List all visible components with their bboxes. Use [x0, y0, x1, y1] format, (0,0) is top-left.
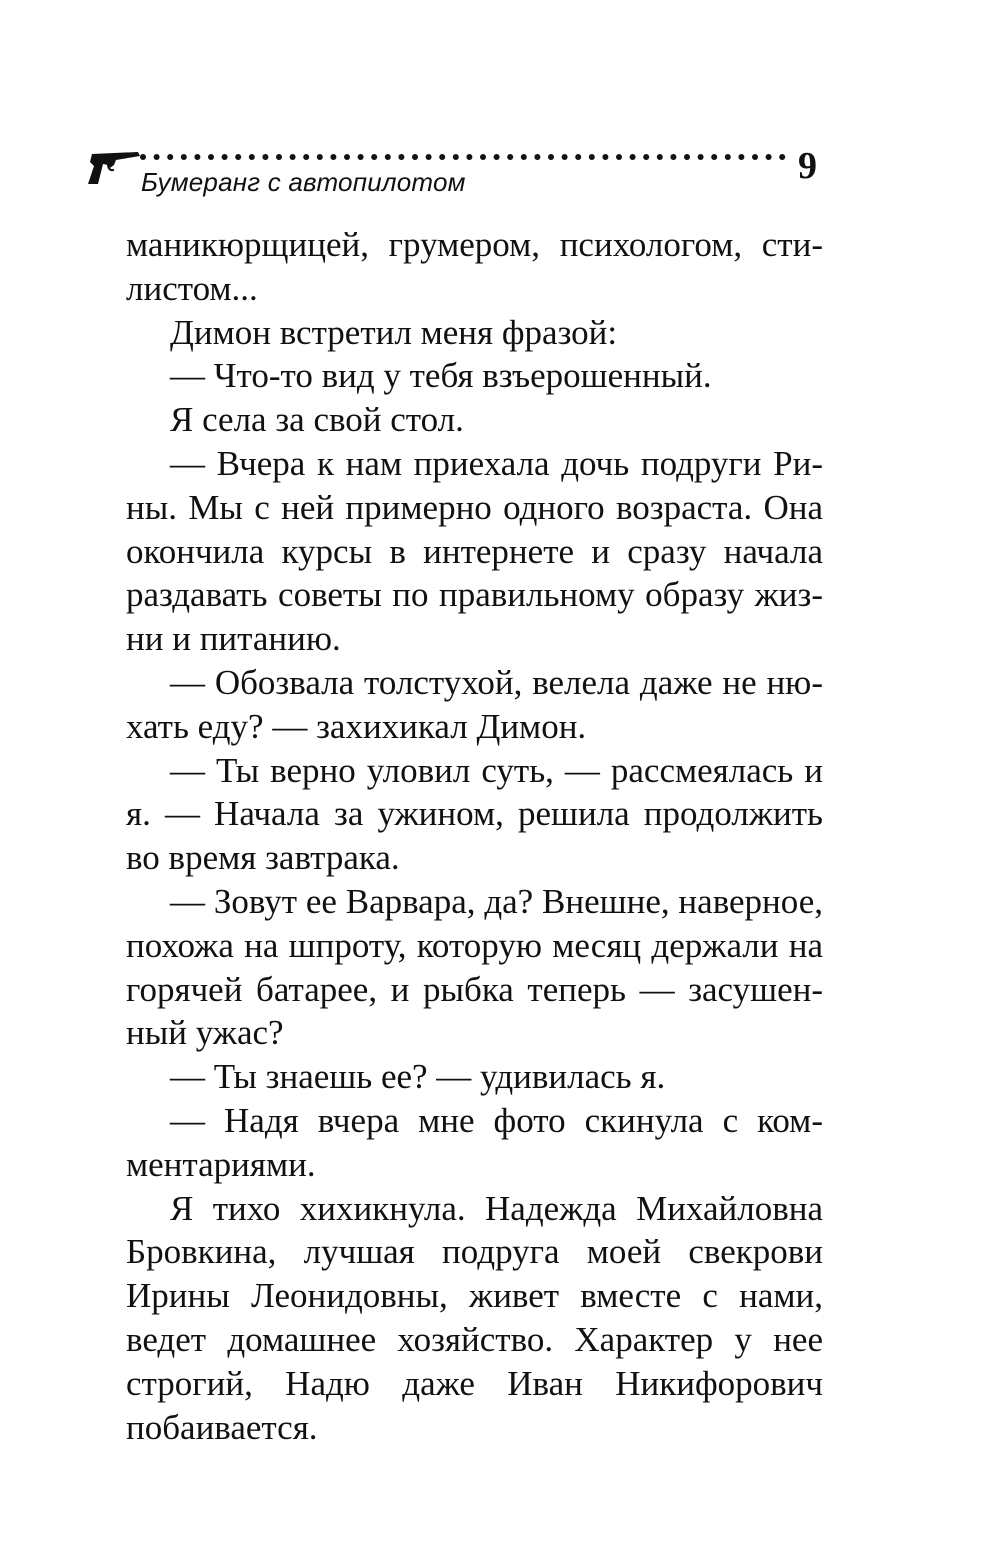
running-header	[0, 0, 1000, 210]
paragraph: — Ты знаешь ее? — удивилась я.	[170, 1057, 666, 1097]
dot	[521, 154, 527, 160]
paragraph: Я села за свой стол.	[170, 400, 464, 440]
dot	[630, 154, 636, 160]
paragraph: — Зовут ее Варвара, да? Внешне, наверное, похожа на шпроту, которую месяц держали на горячей батарее, и рыбка теперь — засушенный ужас?	[126, 881, 823, 1053]
revolver-icon	[86, 148, 142, 190]
body-text	[126, 223, 823, 1449]
dot	[575, 154, 581, 160]
dot	[711, 154, 717, 160]
dot	[249, 154, 255, 160]
paragraph: — Ты верно уловил суть, — рассмеялась и я. — Начала за ужином, решила продолжить во время завтрака.	[126, 750, 823, 878]
dot	[494, 154, 500, 160]
dot	[698, 154, 704, 160]
paragraph: — Вчера к нам приехала дочь подруги Рины. Мы с ней примерно одного возраста. Она окончила курсы в интернете и сразу начала раздавать советы по правильному образу жизни и питанию.	[126, 443, 823, 659]
dot	[262, 154, 268, 160]
dot	[276, 154, 282, 160]
dot	[167, 154, 173, 160]
running-title: Бумеранг с автопилотом	[141, 167, 466, 197]
page-number: 9	[798, 145, 817, 187]
dot	[181, 154, 187, 160]
dot	[602, 154, 608, 160]
paragraph: — Надя вчера мне фото скинула с комментариями.	[126, 1100, 823, 1184]
dot	[752, 154, 758, 160]
paragraph: — Что-то вид у тебя взъерошенный.	[170, 356, 712, 396]
dot	[412, 154, 418, 160]
dot	[779, 154, 785, 160]
dot	[194, 154, 200, 160]
dot	[154, 154, 160, 160]
paragraph: маникюрщицей, грумером, психологом, стилистом...	[126, 225, 823, 308]
dot	[398, 154, 404, 160]
dot	[453, 154, 459, 160]
dot	[534, 154, 540, 160]
dot	[371, 154, 377, 160]
dot	[480, 154, 486, 160]
dot	[643, 154, 649, 160]
dot	[208, 154, 214, 160]
dot	[235, 154, 241, 160]
paragraph: Я тихо хихикнула. Надежда Михайловна Бровкина, лучшая подруга моей свекрови Ирины Леонидовны, живет вместе с нами, ведет домашнее хозяйство. Характер у нее строгий, Надю даже Иван Никифорович побаивается.	[126, 1188, 823, 1447]
dot	[684, 154, 690, 160]
paragraph: — Обозвала толстухой, велела даже не нюхать еду? — захихикал Димон.	[126, 662, 823, 746]
dot	[290, 154, 296, 160]
dotted-rule	[140, 151, 790, 163]
dot	[657, 154, 663, 160]
dot	[616, 154, 622, 160]
dot	[140, 154, 146, 160]
dot	[548, 154, 554, 160]
dot	[670, 154, 676, 160]
dot	[222, 154, 228, 160]
dot	[344, 154, 350, 160]
dot	[738, 154, 744, 160]
dot	[725, 154, 731, 160]
dot	[317, 154, 323, 160]
dot	[358, 154, 364, 160]
dot	[330, 154, 336, 160]
dot	[766, 154, 772, 160]
dot	[589, 154, 595, 160]
dot	[466, 154, 472, 160]
dot	[426, 154, 432, 160]
dot	[385, 154, 391, 160]
dot	[303, 154, 309, 160]
dot	[507, 154, 513, 160]
dot	[562, 154, 568, 160]
paragraph: Димон встретил меня фразой:	[170, 312, 618, 352]
dot	[439, 154, 445, 160]
